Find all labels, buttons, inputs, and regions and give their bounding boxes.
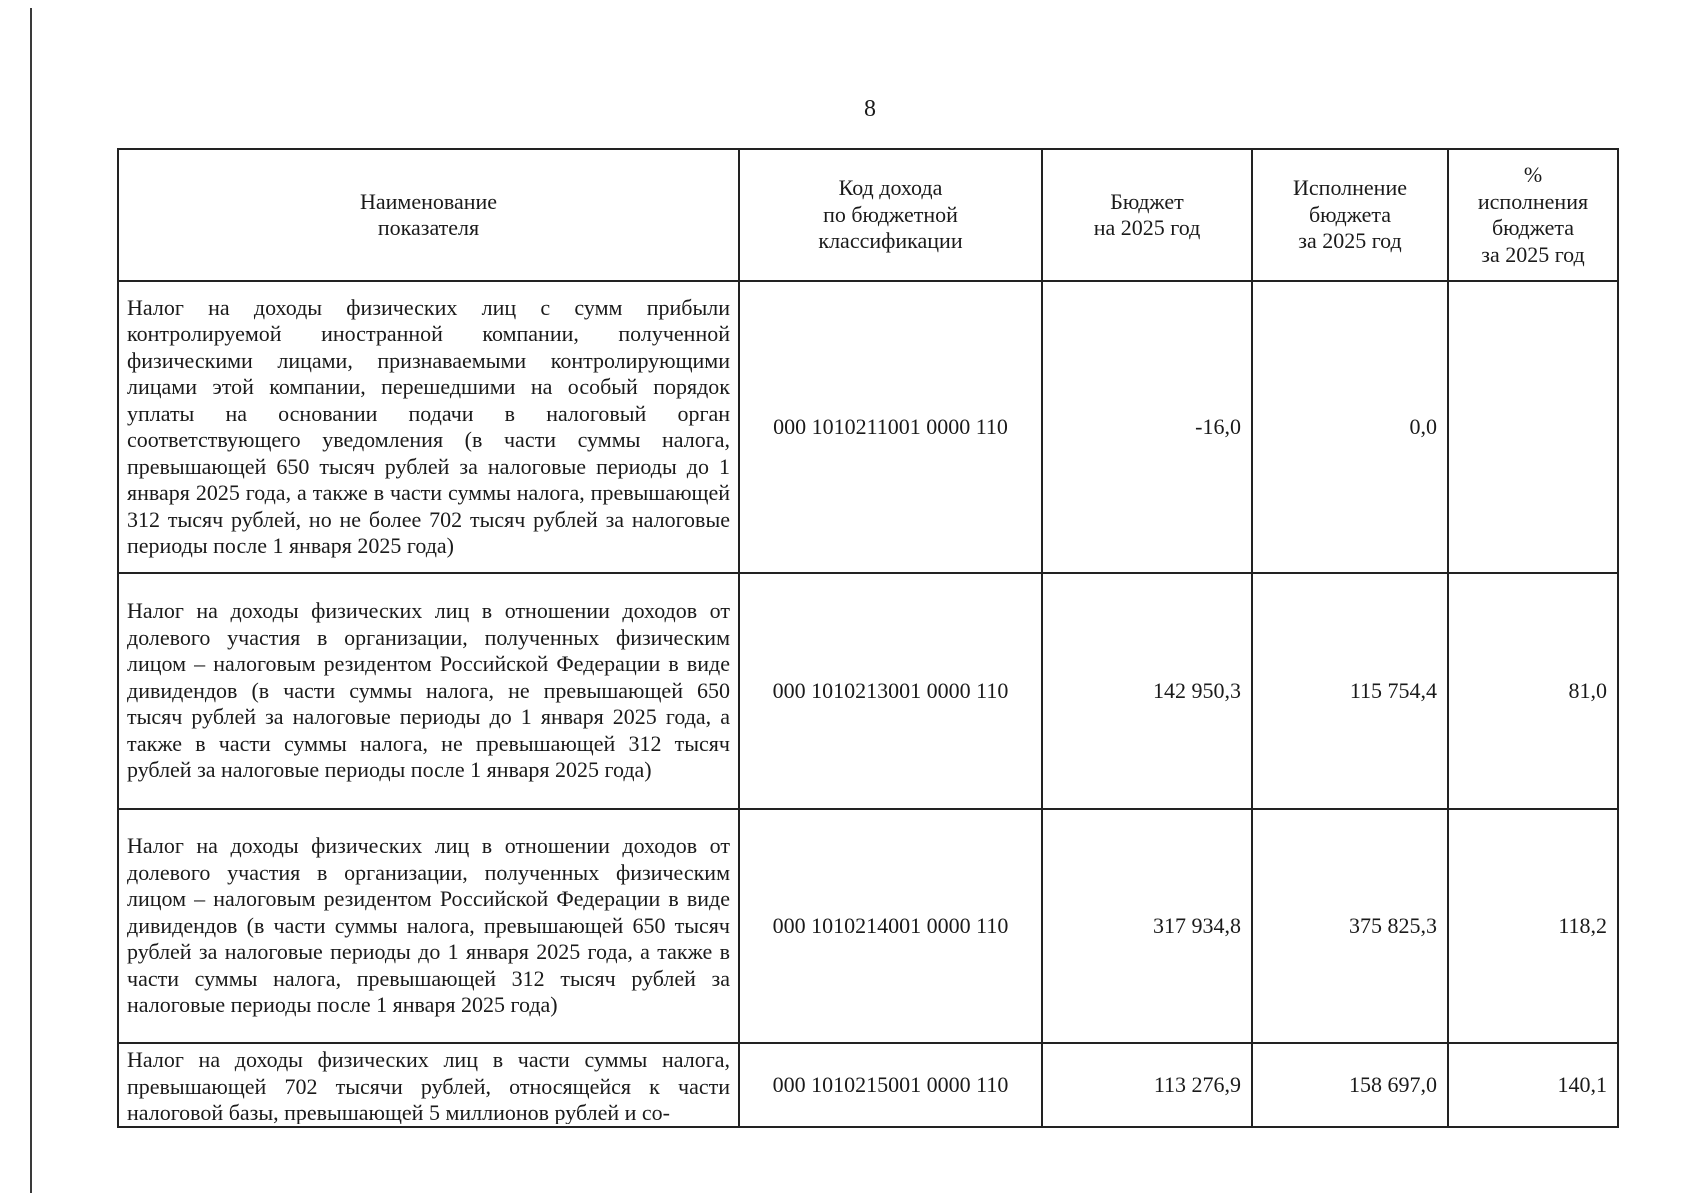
row-indicator-name: Налог на доходы физических лиц в отношении доходов от долевого участия в организации, полученных физическим лицом – налоговым резидентом Российской Федерации в виде дивидендов (в части суммы налога, не превышающей 650 тысяч рублей за налоговые периоды до 1 января 2025 года, а также в части суммы налога, не превышающей 312 тысяч рублей за налоговые периоды после 1 января 2025 года): [118, 573, 739, 809]
row-execution: 158 697,0: [1252, 1043, 1448, 1127]
table-row: [118, 809, 1618, 1043]
revenue-table: [117, 148, 1619, 1128]
row-income-code: 000 1010213001 0000 110: [739, 573, 1042, 809]
binding-line: [30, 8, 32, 1193]
header-percent: % исполнения бюджета за 2025 год: [1448, 149, 1618, 281]
row-percent: 81,0: [1448, 573, 1618, 809]
row-income-code: 000 1010211001 0000 110: [739, 281, 1042, 573]
table-row: [118, 1043, 1618, 1127]
row-budget: -16,0: [1042, 281, 1252, 573]
row-execution: 375 825,3: [1252, 809, 1448, 1043]
row-budget: 142 950,3: [1042, 573, 1252, 809]
row-percent: 118,2: [1448, 809, 1618, 1043]
row-percent: [1448, 281, 1618, 573]
row-indicator-name: Налог на доходы физических лиц с сумм прибыли контролируемой иностранной компании, полученной физическими лицами, признаваемыми контролирующими лицами этой компании, перешедшими на особый порядок уплаты на основании подачи в налоговый орган соответствующего уведомления (в части суммы налога, превышающей 650 тысяч рублей за налоговые периоды до 1 января 2025 года, а также в части суммы налога, превышающей 312 тысяч рублей, но не более 702 тысяч рублей за налоговые периоды после 1 января 2025 года): [118, 281, 739, 573]
row-execution: 115 754,4: [1252, 573, 1448, 809]
table-header-row: [118, 149, 1618, 281]
header-execution: Исполнение бюджета за 2025 год: [1252, 149, 1448, 281]
row-percent: 140,1: [1448, 1043, 1618, 1127]
row-budget: 317 934,8: [1042, 809, 1252, 1043]
header-budget: Бюджет на 2025 год: [1042, 149, 1252, 281]
row-income-code: 000 1010215001 0000 110: [739, 1043, 1042, 1127]
header-indicator-name: Наименование показателя: [118, 149, 739, 281]
row-indicator-name-clip: [119, 1044, 738, 1124]
table-row: [118, 281, 1618, 573]
row-indicator-name: Налог на доходы физических лиц в части суммы налога, превышающей 702 тысячи рублей, относящейся к части налоговой базы, превышающей 5 миллионов рублей и со-: [127, 1047, 730, 1124]
row-income-code: 000 1010214001 0000 110: [739, 809, 1042, 1043]
row-indicator-name-cell: [118, 1043, 739, 1127]
row-execution: 0,0: [1252, 281, 1448, 573]
page-number: 8: [864, 96, 876, 122]
header-income-code: Код дохода по бюджетной классификации: [739, 149, 1042, 281]
row-indicator-name: Налог на доходы физических лиц в отношении доходов от долевого участия в организации, полученных физическим лицом – налоговым резидентом Российской Федерации в виде дивидендов (в части суммы налога, превышающей 650 тысяч рублей за налоговые периоды до 1 января 2025 года, а также в части суммы налога, превышающей 312 тысяч рублей за налоговые периоды после 1 января 2025 года): [118, 809, 739, 1043]
table-row: [118, 573, 1618, 809]
row-budget: 113 276,9: [1042, 1043, 1252, 1127]
